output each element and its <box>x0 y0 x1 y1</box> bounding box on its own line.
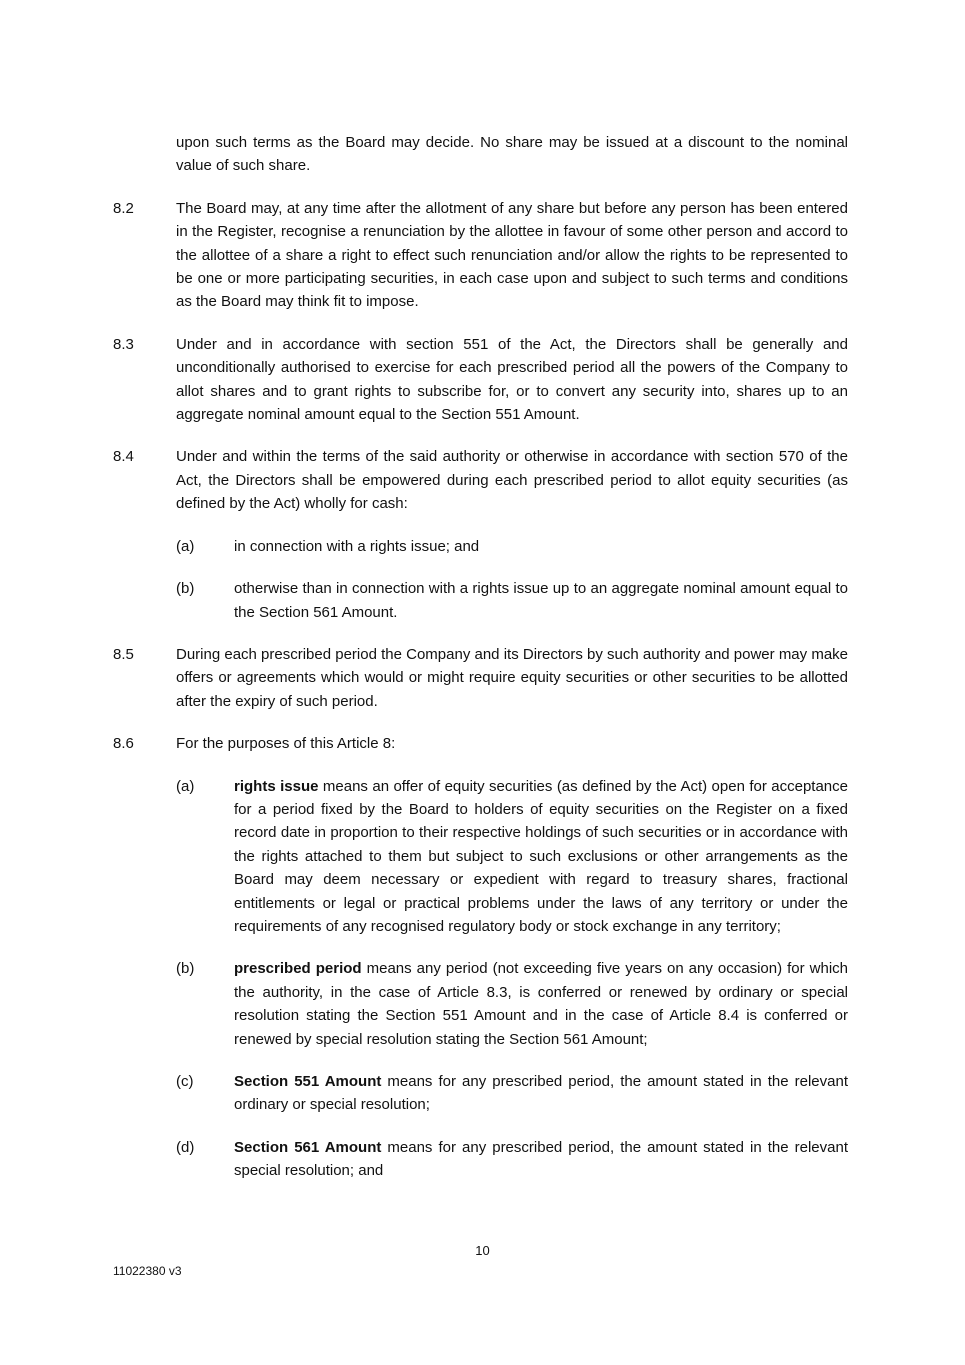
subitem-text-rest: means for any prescribed period, the amount stated in the relevant special resolution; and <box>234 1138 848 1180</box>
clause-number: 8.2 <box>113 199 134 217</box>
defined-term: Section 561 Amount <box>234 1138 382 1156</box>
subitem-letter: (b) <box>176 960 195 978</box>
subitem-text: otherwise than in connection with a rights issue up to an aggregate nominal amount equal to the Section 561 Amount. <box>234 580 848 621</box>
clause-text: During each prescribed period the Company and its Directors by such authority and power may make offers or agreements which would or might require equity securities or other securities to be allotted after the expiry of such period. <box>176 645 848 710</box>
subitem-text-rest: means for any prescribed period, the amount stated in the relevant ordinary or special resolution; <box>234 1073 848 1114</box>
page-number: 10 <box>475 1243 490 1258</box>
subitem-text-rest: means an offer of equity securities (as defined by the Act) open for acceptance for a period fixed by the Board to holders of equity securities on the Register on a fixed record date in proportion to their respective holdings of such securities or in accordance with the rights attached to them but subject to such exclusions or other arrangements as the Board may deem necessary or expedient with regard to treasury shares, fractional entitlements or legal or practical problems under the laws of any territory or under the requirements of any recognised regulatory body or stock exchange in any territory; <box>234 777 848 935</box>
subitem-text <box>234 1136 848 1183</box>
clause-number: 8.6 <box>113 735 134 753</box>
defined-term: rights issue <box>234 777 319 795</box>
clause-8-5 <box>113 643 848 713</box>
subitem-letter: (b) <box>176 580 195 598</box>
clause-number: 8.5 <box>113 645 134 663</box>
doc-ref: 11022380 v3 <box>113 1264 182 1278</box>
clause-text: For the purposes of this Article 8: <box>176 735 396 753</box>
defined-term: Section 551 Amount <box>234 1073 382 1090</box>
clause-text: Under and within the terms of the said authority or otherwise in accordance with section 570 of the Act, the Directors shall be empowered during each prescribed period to allot equity securities (as defined by the Act) wholly for cash: <box>176 448 848 513</box>
subclause-8-6-a <box>176 775 848 939</box>
clause-8-2 <box>113 197 848 314</box>
subitem-text: in connection with a rights issue; and <box>234 537 480 555</box>
subitem-text-rest: means any period (not exceeding five years on any occasion) for which the authority, in the case of Article 8.3, is conferred or renewed by ordinary or special resolution stating the Section 551 Amount and in the case of Article 8.4 is conferred or renewed by special resolution stating the Section 561 Amount; <box>234 960 849 1048</box>
clause-number: 8.4 <box>113 448 134 466</box>
subclause-8-4-b <box>176 577 848 624</box>
subitem-letter: (c) <box>176 1073 194 1090</box>
subclause-8-6-c <box>176 1070 848 1117</box>
clause-number: 8.3 <box>113 335 134 353</box>
document-body <box>113 131 848 1183</box>
subitem-letter: (d) <box>176 1138 195 1156</box>
clause-8-4 <box>113 445 848 515</box>
subitem-letter: (a) <box>176 777 195 795</box>
paragraph-continuation: upon such terms as the Board may decide. No share may be issued at a discount to the nominal value of such share. <box>176 134 848 175</box>
subitem-text <box>234 957 848 1051</box>
subitem-letter: (a) <box>176 537 195 555</box>
subclause-8-4-a <box>176 535 848 558</box>
clause-text: The Board may, at any time after the allotment of any share but before any person has been entered in the Register, recognise a renunciation by the allottee in favour of some other person and accord to the allottee of a share a right to effect such renunciation and/or allow the rights to be represented to be one or more participating securities, in each case upon and subject to such terms and conditions as the Board may think fit to impose. <box>176 199 848 311</box>
clause-8-6 <box>113 732 848 755</box>
subitem-text <box>234 775 848 939</box>
subclause-8-6-d <box>176 1136 848 1183</box>
subclause-8-6-b <box>176 957 848 1051</box>
defined-term: prescribed period <box>234 960 362 978</box>
clause-text: Under and in accordance with section 551 of the Act, the Directors shall be generally and unconditionally authorised to exercise for each prescribed period all the powers of the Company to allot shares and to grant rights to subscribe for, or to convert any security into, shares up to an aggregate nominal amount equal to the Section 551 Amount. <box>176 335 848 424</box>
subitem-text <box>234 1070 848 1117</box>
clause-8-3 <box>113 333 848 427</box>
